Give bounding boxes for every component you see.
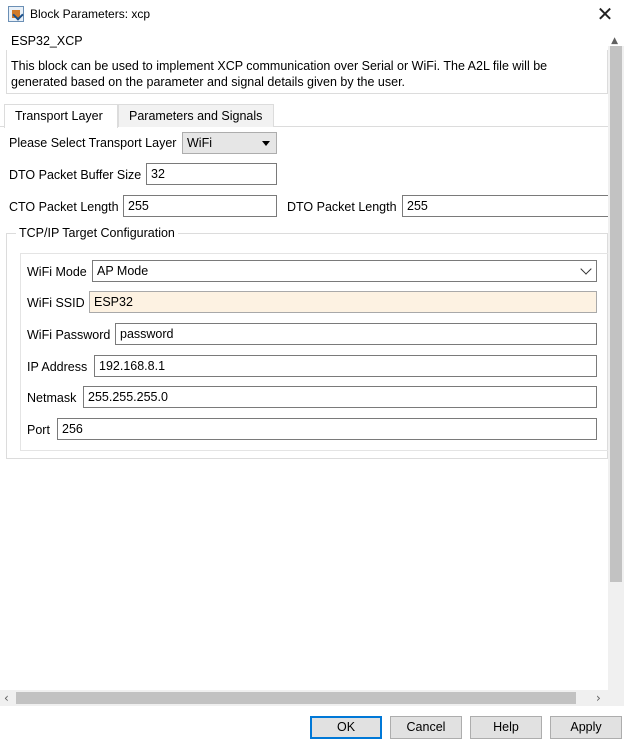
wifi-password-label: WiFi Password xyxy=(27,328,111,342)
apply-button[interactable]: Apply xyxy=(550,716,622,739)
chevron-down-icon xyxy=(580,263,591,274)
cancel-button[interactable]: Cancel xyxy=(390,716,462,739)
netmask-input[interactable]: 255.255.255.0 xyxy=(83,386,597,408)
ok-button[interactable]: OK xyxy=(310,716,382,739)
ip-address-label: IP Address xyxy=(27,360,88,374)
dto-buffer-label: DTO Packet Buffer Size xyxy=(9,168,142,182)
window-title: Block Parameters: xcp xyxy=(30,7,151,21)
wifi-ssid-input[interactable]: ESP32 xyxy=(89,291,597,313)
wifi-ssid-label: WiFi SSID xyxy=(27,296,85,310)
tab-parameters-and-signals[interactable]: Parameters and Signals xyxy=(118,104,274,127)
cto-length-label: CTO Packet Length xyxy=(9,200,119,214)
cto-length-input[interactable]: 255 xyxy=(123,195,277,217)
ip-address-input[interactable]: 192.168.8.1 xyxy=(94,355,597,377)
port-input[interactable]: 256 xyxy=(57,418,597,440)
scroll-up-icon[interactable]: ▲ xyxy=(611,36,618,46)
tcpip-group-title: TCP/IP Target Configuration xyxy=(16,226,178,240)
tab-bar xyxy=(0,104,608,127)
netmask-label: Netmask xyxy=(27,391,77,405)
title-bar xyxy=(0,0,624,30)
vertical-scroll-thumb[interactable] xyxy=(610,46,622,582)
wifi-mode-label: WiFi Mode xyxy=(27,265,87,279)
scroll-left-icon[interactable]: ‹ xyxy=(4,691,9,705)
wifi-password-input[interactable]: password xyxy=(115,323,597,345)
dropdown-triangle-icon xyxy=(262,141,270,146)
tab-transport-layer[interactable]: Transport Layer xyxy=(4,104,118,128)
block-description: This block can be used to implement XCP communication over Serial or WiFi. The A2L file will be generated based on the parameter and signal details given by the user. xyxy=(11,59,548,89)
port-label: Port xyxy=(27,423,50,437)
wifi-mode-select[interactable] xyxy=(92,260,597,282)
horizontal-scroll-thumb[interactable] xyxy=(16,692,576,704)
transport-select-label: Please Select Transport Layer xyxy=(9,136,177,150)
transport-layer-value: WiFi xyxy=(187,136,212,150)
transport-layer-select[interactable] xyxy=(182,132,277,154)
scroll-right-icon[interactable]: › xyxy=(596,691,601,705)
block-name: ESP32_XCP xyxy=(11,34,83,48)
dto-length-label: DTO Packet Length xyxy=(287,200,397,214)
wifi-mode-value: AP Mode xyxy=(97,264,149,278)
simulink-block-icon xyxy=(8,6,24,22)
dto-length-input[interactable]: 255 xyxy=(402,195,608,217)
close-icon[interactable]: ✕ xyxy=(596,2,614,26)
dto-buffer-input[interactable]: 32 xyxy=(146,163,277,185)
help-button[interactable]: Help xyxy=(470,716,542,739)
